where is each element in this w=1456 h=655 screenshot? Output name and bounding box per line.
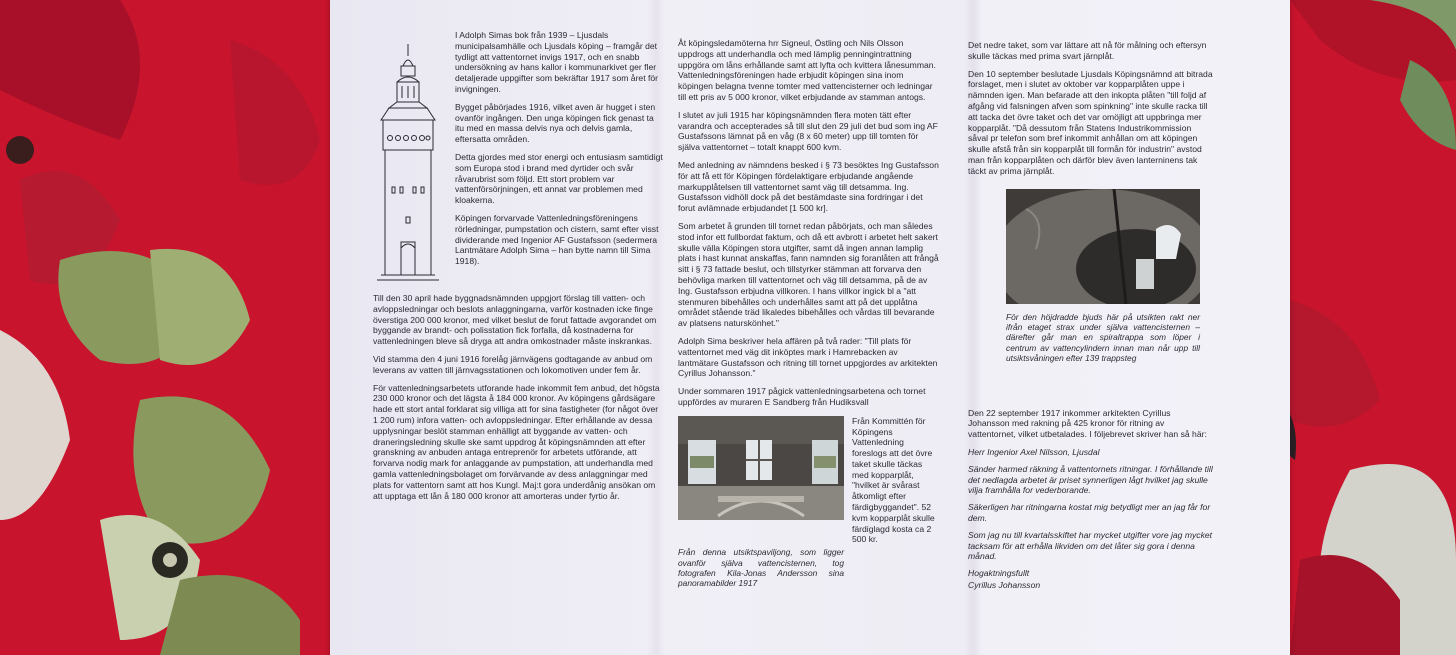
col2-paragraph-3: Med anledning av nämndens besked i § 73 besöktes Ing Gustafsson för att få ett för Köpingen fördelaktigare erbjudande angående markupplåtelsen till vattentornet samt väg till detsamma. Ing. Gustafsson vidhöll dock på det bestämdaste sina fordringar i det forut avlämnade erbjudandet [1 500 kr]. (678, 159, 939, 214)
pavilion-caption: Från denna utsiktspaviljong, som ligger ovanför själva vattencisternen, tog fotografen Kila-Jonas Andersson sina panoramabilder 1917 (678, 547, 844, 589)
col1-paragraph-1: I Adolph Simas bok från 1939 – Ljusdals municipalsamhälle och Ljusdals köping – framgår det tydligt att vattentornet invigs 1917, och en snabb undersökning av hans kallor i kommunarkivet ger fler detaljerade uppgifter som bekräftar 1917 som året för invigningen. (455, 30, 659, 94)
column-2 (678, 38, 940, 589)
tower-caption: För den höjdraddе bjuds här på utsikten rakt ner ifrån etaget strax under själva vattencisternen – därefter går man en spiraltrappa som löper i centrum av vattencylindern innan man når upp till utsiktsvåningen efter 139 trappsteg (1006, 311, 1200, 364)
water-tower-drawing (373, 42, 443, 287)
col2-paragraph-1: Åt köpingsledamöterna hrr Signeul, Östling och Nils Olsson uppdrogs att underhandla och med lämplig penningintrattning uppgöra om låns erhållande samt att lyfta och kvittera lånesumman. Vattenledningsföreningen hade erbjudit köpingen sina inom köpingen belagna tvenne tomter med vattencisterner och ledningar till ett pris av 5 000 kronor, vilket erbjudande av stamman antogs. (678, 38, 936, 102)
col2-paragraph-4: Som arbetet å grunden till tornet redan påbörjats, och man således stod infor ett fullbordat faktum, och då ett avbrott i arbetet helt sakert skulle välla Köpingen stora utgifter, samt då ingen annan lamplig plats i hast kunnat anskaffas, fann namnden sig foranlåten att frångå sitt i § 73 fattade beslut, och tillstyrker stämman att forvarva den behövliga marken till vattentornet och väg till detsamma, på de av Ing. Gustafsson erbjudna villkoren. I hans villkor ingick bl a "att stenmuren bibehålles och underhålles samt att på det upplåtna området stående träd likaledes bibehålles och vårdas till bevarande av platsens naturskönhet." (678, 220, 939, 329)
letter-salutation: Herr Ingenior Axel Nilsson, Ljusdal (968, 446, 1100, 457)
column-1 (373, 30, 663, 508)
col1-paragraph-7: För vattenledningsarbetets utforande hade inkommit fem anbud, det högsta 230 000 kronor och det lägsta å 184 000 kronor. Av köpingens gårdsägare hade ett stort antal forklarat sig villiga att for sina fastigheter (for något över 1 200 rum) infora vatten- och avloppsledningar. Efter erhållande av dessa upplysningar beslöt stamman enhälligt att byggande av vatten- och draneringsledning skulle ske samt uppdrog åt köpingsnämnden att efter granskning av anbuden antaga entreprenör for arbetets utförande, att forvarva nodig mark for anlaggande av pumpstation, att underhandla med gamla vattenledningsbolaget om forvärvande av dess anlaggningar med plats for vattentorn samt att hos Kungl. Maj:t gora underdånig ansökan om att upptaga ett lån å 180 000 kronor att amorteras under fyrtio år. (373, 382, 660, 501)
pavilion-figure (678, 408, 940, 589)
copper-roof-text: Från Kommittén för Köpingens Vattenledning foreslogs att det övre taket skulle täckas med kopparplåt, "hvilket är svårast åtkomligt efter färdigbyggandet". 52 kvm kopparplåt skulle färdiglagd kosta ca 2 500 kr. (852, 415, 935, 545)
col3-paragraph-2: Den 10 september beslutade Ljusdals Köpingsnämnd att bitrada forslaget, men i slutet av oktober var kopparplåten uppe i nämnden igen. Man befarade att den inkopta plåten "till foljd af afgång vid falsningen afven som spinkning" inte skulle racka till att tacka det övre taket och det var omöjligt att uppbringa mer kopparplåt. "Då dessutom från Statens Industrikommission såval pr telefon som bref inkommit anhållan om att köpingen skulle afstå från sin kopparplåt till formån för industrin" avstod man från kopparplåten och därför blev även lanterninens tak täckt av prima järnplåt. (968, 68, 1213, 176)
letter-closing: Hogaktningsfullt (968, 568, 1030, 579)
col1-paragraph-2: Bygget påbörjades 1916, vilket aven är hugget i sten ovanför ingången. Den unga köpingen fick genast ta itu med en massa delvis nya och delvis gamla, eftersatta områden. (455, 101, 656, 145)
pavilion-interior-photo (678, 416, 844, 520)
col1-paragraph-5: Till den 30 april hade byggnadsnämnden uppgjort förslag till vatten- och avloppsledningar och beslots anlaggningarna, varför kostnaden icke finge överstiga 200 000 kronor, med vilket beslut de forut fattade avgorandet om byggande av brandt- och polisstation fick forfalla, då kostnaderna for vattenledningen bleve så dryga att andra omkostnader måste inskrankas. (373, 293, 657, 347)
letter-line-1: Sänder harmed räkning å vattentornets ritningar. I förhållande till det nedlagda arbetet är priset synnerligen lågt hvilket jag skulle vilja framhålla for vederborande. (968, 463, 1213, 496)
col1-paragraph-6: Vid stamma den 4 juni 1916 forelåg järnvägens godtagande av anbud om leverans av vatten till järnvagsstationen och lokomotiven under fem år. (373, 353, 653, 375)
column-3 (968, 40, 1213, 597)
letter-line-3: Som jag nu till kvartalsskiftet har mycket utgifter vore jag mycket tacksam för att erhålla likviden om det låter sig gora i denna månad. (968, 529, 1213, 562)
tower-interior-photo (1006, 189, 1200, 304)
letter-line-2: Säkerligen har ritningarna kostat mig betydligt mer an jag får for dem. (968, 502, 1211, 523)
col2-paragraph-5: Adolph Sima beskriver hela affären på två rader: "Till plats för vattentornet med väg dit inköptes mark i Hamrebacken av lantmätare Gustafsson och ritning till tornet uppgjordes av arkitekten Cyrillus Johansson." (678, 335, 938, 379)
col1-paragraph-4: Köpingen forvarvade Vattenledningsföreningens rörledningar, pumpstation och cistern, samt efter visst dividerande med Ingenior AF Gustafsson (sedermera Lantmätare Adolph Sima – han bytte namn till Sima 1918). (455, 212, 659, 267)
col3-paragraph-1: Det nedre taket, som var lättare att nå för målning och eftersyn skulle täckas med prima svart järnplåt. (968, 40, 1207, 61)
col1-paragraph-3: Detta gjordes med stor energi och entusiasm samtidigt som Europa stod i brand med dyrtider och svår råvarubrist som följd. Ett stort problem var vattenförsörjningen, ett annat var problemen med kloakerna. (455, 151, 663, 206)
col2-paragraph-2: I slutet av juli 1915 har köpingsnämnden flera moten tätt efter varandra och accepterades så till slut den 29 juli det bud som ing AF Gustafssons lämnat på en våg (8 x 60 meter) upp till tomten för själva vattentornet – totalt knappt 600 kvm. (678, 109, 938, 153)
col2-paragraph-6: Under sommaren 1917 pågick vattenledningsarbetena och tornet uppfördes av muraren E Sandberg från Hudiksvall (678, 386, 926, 407)
letter-signature: Cyrillus Johansson (968, 579, 1041, 590)
brochure (330, 0, 1290, 655)
col3-paragraph-3: Den 22 september 1917 inkommer arkitekten Cyrillus Johansson med rakning på 425 kronor för ritning av vattentornet, vilket utbetalades. I följebrevet skriver han så här: (968, 407, 1207, 440)
